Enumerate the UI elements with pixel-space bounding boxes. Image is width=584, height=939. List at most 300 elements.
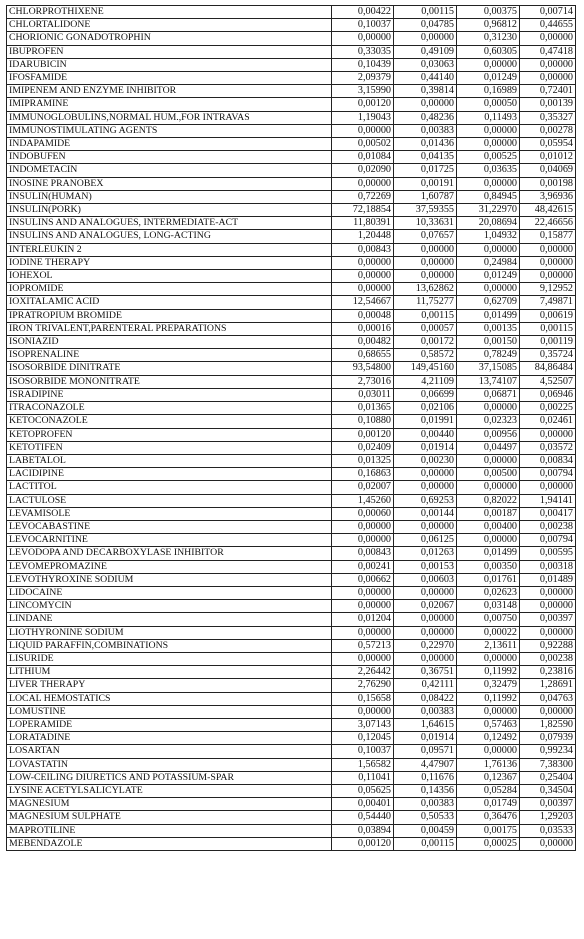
table-row: [7, 494, 576, 507]
value-cell: 0,42111: [394, 679, 457, 692]
table-row: [7, 811, 576, 824]
drug-name-cell: IRON TRIVALENT,PARENTERAL PREPARATIONS: [7, 322, 332, 335]
value-cell: 0,03063: [394, 58, 457, 71]
value-cell: 0,00000: [520, 58, 576, 71]
value-cell: 0,00187: [457, 507, 520, 520]
value-cell: 0,00000: [520, 705, 576, 718]
value-cell: 37,15085: [457, 362, 520, 375]
drug-name-cell: ISONIAZID: [7, 336, 332, 349]
value-cell: 0,01914: [394, 732, 457, 745]
drug-consumption-table: [6, 5, 576, 851]
value-cell: 0,23816: [520, 666, 576, 679]
table-row: [7, 547, 576, 560]
drug-name-cell: LOMUSTINE: [7, 705, 332, 718]
value-cell: 0,00000: [457, 58, 520, 71]
value-cell: 0,72401: [520, 85, 576, 98]
value-cell: 0,24984: [457, 256, 520, 269]
table-row: [7, 217, 576, 230]
table-row: [7, 626, 576, 639]
drug-name-cell: LOPERAMIDE: [7, 718, 332, 731]
drug-name-cell: MAGNESIUM: [7, 798, 332, 811]
drug-name-cell: INSULIN(HUMAN): [7, 190, 332, 203]
value-cell: 0,02409: [332, 441, 394, 454]
value-cell: 0,16863: [332, 468, 394, 481]
value-cell: 0,00525: [457, 151, 520, 164]
value-cell: 0,00000: [394, 613, 457, 626]
table-row: [7, 428, 576, 441]
value-cell: 0,10037: [332, 745, 394, 758]
value-cell: 0,00843: [332, 243, 394, 256]
value-cell: 0,06946: [520, 388, 576, 401]
value-cell: 0,00139: [520, 98, 576, 111]
value-cell: 0,00115: [394, 6, 457, 19]
value-cell: 9,12952: [520, 283, 576, 296]
drug-name-cell: LACTULOSE: [7, 494, 332, 507]
value-cell: 0,10439: [332, 58, 394, 71]
drug-name-cell: LEVODOPA AND DECARBOXYLASE INHIBITOR: [7, 547, 332, 560]
value-cell: 0,14356: [394, 784, 457, 797]
value-cell: 0,78249: [457, 349, 520, 362]
drug-name-cell: LINCOMYCIN: [7, 600, 332, 613]
value-cell: 0,00000: [332, 534, 394, 547]
value-cell: 0,00000: [332, 626, 394, 639]
value-cell: 0,01914: [394, 441, 457, 454]
value-cell: 0,00000: [332, 124, 394, 137]
value-cell: 0,69253: [394, 494, 457, 507]
table-row: [7, 507, 576, 520]
value-cell: 0,07939: [520, 732, 576, 745]
drug-name-cell: LEVOMEPROMAZINE: [7, 560, 332, 573]
value-cell: 0,00714: [520, 6, 576, 19]
table-row: [7, 692, 576, 705]
value-cell: 13,74107: [457, 375, 520, 388]
value-cell: 12,54667: [332, 296, 394, 309]
drug-name-cell: INDAPAMIDE: [7, 138, 332, 151]
value-cell: 0,31230: [457, 32, 520, 45]
table-row: [7, 45, 576, 58]
table-row: [7, 19, 576, 32]
table-row: [7, 798, 576, 811]
value-cell: 84,86484: [520, 362, 576, 375]
value-cell: 0,58572: [394, 349, 457, 362]
value-cell: 0,00401: [332, 798, 394, 811]
table-row: [7, 520, 576, 533]
value-cell: 0,00000: [457, 454, 520, 467]
table-row: [7, 177, 576, 190]
value-cell: 0,00000: [520, 243, 576, 256]
value-cell: 0,04135: [394, 151, 457, 164]
value-cell: 1,04932: [457, 230, 520, 243]
table-row: [7, 560, 576, 573]
value-cell: 0,00241: [332, 560, 394, 573]
value-cell: 0,00000: [520, 586, 576, 599]
table-row: [7, 204, 576, 217]
table-row: [7, 758, 576, 771]
value-cell: 0,44655: [520, 19, 576, 32]
value-cell: 0,00000: [332, 705, 394, 718]
value-cell: 0,06871: [457, 388, 520, 401]
value-cell: 0,11493: [457, 111, 520, 124]
drug-name-cell: IMMUNOGLOBULINS,NORMAL HUM.,FOR INTRAVAS: [7, 111, 332, 124]
value-cell: 3,07143: [332, 718, 394, 731]
drug-name-cell: ITRACONAZOLE: [7, 402, 332, 415]
value-cell: 0,05625: [332, 784, 394, 797]
value-cell: 1,20448: [332, 230, 394, 243]
drug-name-cell: LEVOCARNITINE: [7, 534, 332, 547]
table-row: [7, 468, 576, 481]
value-cell: 0,00500: [457, 468, 520, 481]
table-row: [7, 349, 576, 362]
value-cell: 0,01749: [457, 798, 520, 811]
value-cell: 0,00459: [394, 824, 457, 837]
value-cell: 0,09571: [394, 745, 457, 758]
value-cell: 0,15877: [520, 230, 576, 243]
value-cell: 7,49871: [520, 296, 576, 309]
value-cell: 0,00000: [520, 837, 576, 850]
value-cell: 0,72269: [332, 190, 394, 203]
table-row: [7, 679, 576, 692]
value-cell: 0,01365: [332, 402, 394, 415]
drug-name-cell: IOXITALAMIC ACID: [7, 296, 332, 309]
value-cell: 0,12492: [457, 732, 520, 745]
value-cell: 0,02623: [457, 586, 520, 599]
value-cell: 0,01499: [457, 547, 520, 560]
value-cell: 0,00025: [457, 837, 520, 850]
value-cell: 0,00794: [520, 534, 576, 547]
table-row: [7, 652, 576, 665]
value-cell: 0,00502: [332, 138, 394, 151]
value-cell: 0,00000: [332, 256, 394, 269]
value-cell: 0,16989: [457, 85, 520, 98]
drug-name-cell: INSULINS AND ANALOGUES, INTERMEDIATE-ACT: [7, 217, 332, 230]
value-cell: 0,00000: [332, 32, 394, 45]
drug-name-cell: KETOTIFEN: [7, 441, 332, 454]
table-row: [7, 732, 576, 745]
value-cell: 3,96936: [520, 190, 576, 203]
value-cell: 0,00350: [457, 560, 520, 573]
value-cell: 0,34504: [520, 784, 576, 797]
value-cell: 0,03894: [332, 824, 394, 837]
drug-name-cell: IODINE THERAPY: [7, 256, 332, 269]
value-cell: 72,18854: [332, 204, 394, 217]
value-cell: 0,00482: [332, 336, 394, 349]
value-cell: 0,00000: [457, 745, 520, 758]
value-cell: 0,00000: [520, 72, 576, 85]
value-cell: 0,00000: [332, 283, 394, 296]
drug-name-cell: LITHIUM: [7, 666, 332, 679]
value-cell: 0,01204: [332, 613, 394, 626]
value-cell: 0,00135: [457, 322, 520, 335]
value-cell: 0,00115: [520, 322, 576, 335]
drug-name-cell: LINDANE: [7, 613, 332, 626]
value-cell: 0,00000: [332, 586, 394, 599]
value-cell: 0,00000: [457, 534, 520, 547]
table-row: [7, 151, 576, 164]
value-cell: 0,60305: [457, 45, 520, 58]
value-cell: 0,22970: [394, 639, 457, 652]
value-cell: 0,00000: [520, 428, 576, 441]
value-cell: 0,11041: [332, 771, 394, 784]
value-cell: 0,00595: [520, 547, 576, 560]
drug-name-cell: IDARUBICIN: [7, 58, 332, 71]
value-cell: 1,60787: [394, 190, 457, 203]
value-cell: 0,99234: [520, 745, 576, 758]
value-cell: 0,36476: [457, 811, 520, 824]
drug-name-cell: INSULIN(PORK): [7, 204, 332, 217]
value-cell: 0,00000: [394, 270, 457, 283]
drug-name-cell: LOSARTAN: [7, 745, 332, 758]
drug-name-cell: ISRADIPINE: [7, 388, 332, 401]
table-row: [7, 705, 576, 718]
value-cell: 0,00750: [457, 613, 520, 626]
value-cell: 0,00225: [520, 402, 576, 415]
table-row: [7, 824, 576, 837]
value-cell: 0,00060: [332, 507, 394, 520]
value-cell: 1,28691: [520, 679, 576, 692]
value-cell: 0,03148: [457, 600, 520, 613]
drug-name-cell: INSULINS AND ANALOGUES, LONG-ACTING: [7, 230, 332, 243]
value-cell: 0,62709: [457, 296, 520, 309]
table-row: [7, 85, 576, 98]
value-cell: 0,57463: [457, 718, 520, 731]
value-cell: 0,00000: [332, 177, 394, 190]
value-cell: 0,00278: [520, 124, 576, 137]
table-row: [7, 72, 576, 85]
value-cell: 0,01499: [457, 309, 520, 322]
value-cell: 0,00238: [520, 520, 576, 533]
value-cell: 0,57213: [332, 639, 394, 652]
table-row: [7, 534, 576, 547]
value-cell: 0,00000: [457, 243, 520, 256]
value-cell: 93,54800: [332, 362, 394, 375]
value-cell: 0,00000: [394, 652, 457, 665]
value-cell: 7,38300: [520, 758, 576, 771]
value-cell: 2,73016: [332, 375, 394, 388]
drug-name-cell: MAPROTILINE: [7, 824, 332, 837]
value-cell: 0,49109: [394, 45, 457, 58]
value-cell: 0,02067: [394, 600, 457, 613]
value-cell: 0,00417: [520, 507, 576, 520]
value-cell: 0,00000: [394, 468, 457, 481]
value-cell: 0,00000: [457, 177, 520, 190]
value-cell: 0,05284: [457, 784, 520, 797]
value-cell: 0,00000: [457, 652, 520, 665]
table-row: [7, 784, 576, 797]
table-row: [7, 243, 576, 256]
value-cell: 0,00383: [394, 705, 457, 718]
value-cell: 0,01263: [394, 547, 457, 560]
value-cell: 0,00619: [520, 309, 576, 322]
value-cell: 0,00383: [394, 798, 457, 811]
value-cell: 0,00956: [457, 428, 520, 441]
value-cell: 2,76290: [332, 679, 394, 692]
value-cell: 0,05954: [520, 138, 576, 151]
value-cell: 0,00120: [332, 837, 394, 850]
value-cell: 0,00050: [457, 98, 520, 111]
value-cell: 0,11676: [394, 771, 457, 784]
value-cell: 0,01249: [457, 72, 520, 85]
value-cell: 0,11992: [457, 666, 520, 679]
drug-name-cell: LACIDIPINE: [7, 468, 332, 481]
value-cell: 0,00000: [394, 98, 457, 111]
value-cell: 48,42615: [520, 204, 576, 217]
value-cell: 0,07657: [394, 230, 457, 243]
drug-name-cell: LOW-CEILING DIURETICS AND POTASSIUM-SPAR: [7, 771, 332, 784]
value-cell: 0,00440: [394, 428, 457, 441]
value-cell: 0,00843: [332, 547, 394, 560]
value-cell: 11,80391: [332, 217, 394, 230]
value-cell: 0,00834: [520, 454, 576, 467]
value-cell: 0,00000: [394, 481, 457, 494]
table-row: [7, 718, 576, 731]
table-row: [7, 322, 576, 335]
value-cell: 31,22970: [457, 204, 520, 217]
drug-name-cell: LIOTHYRONINE SODIUM: [7, 626, 332, 639]
value-cell: 0,02461: [520, 415, 576, 428]
value-cell: 0,32479: [457, 679, 520, 692]
table-row: [7, 270, 576, 283]
value-cell: 0,68655: [332, 349, 394, 362]
value-cell: 0,36751: [394, 666, 457, 679]
value-cell: 0,01991: [394, 415, 457, 428]
table-row: [7, 639, 576, 652]
value-cell: 0,03572: [520, 441, 576, 454]
drug-name-cell: LEVOCABASTINE: [7, 520, 332, 533]
value-cell: 0,00000: [520, 626, 576, 639]
table-body: [7, 6, 576, 851]
drug-name-cell: LORATADINE: [7, 732, 332, 745]
value-cell: 0,84945: [457, 190, 520, 203]
value-cell: 0,10880: [332, 415, 394, 428]
drug-name-cell: LYSINE ACETYLSALICYLATE: [7, 784, 332, 797]
value-cell: 0,00191: [394, 177, 457, 190]
value-cell: 1,64615: [394, 718, 457, 731]
value-cell: 0,00000: [394, 243, 457, 256]
value-cell: 0,00000: [457, 283, 520, 296]
drug-name-cell: LACTITOL: [7, 481, 332, 494]
value-cell: 0,00000: [394, 586, 457, 599]
value-cell: 0,03533: [520, 824, 576, 837]
drug-name-cell: CHORIONIC GONADOTROPHIN: [7, 32, 332, 45]
value-cell: 4,47907: [394, 758, 457, 771]
drug-name-cell: INDOBUFEN: [7, 151, 332, 164]
drug-name-cell: INOSINE PRANOBEX: [7, 177, 332, 190]
value-cell: 0,00422: [332, 6, 394, 19]
value-cell: 0,48236: [394, 111, 457, 124]
table-row: [7, 388, 576, 401]
drug-name-cell: IOHEXOL: [7, 270, 332, 283]
table-row: [7, 32, 576, 45]
table-row: [7, 745, 576, 758]
value-cell: 0,01249: [457, 270, 520, 283]
value-cell: 0,00175: [457, 824, 520, 837]
value-cell: 0,00000: [457, 402, 520, 415]
value-cell: 0,00120: [332, 98, 394, 111]
drug-name-cell: LIQUID PARAFFIN,COMBINATIONS: [7, 639, 332, 652]
drug-name-cell: MEBENDAZOLE: [7, 837, 332, 850]
drug-name-cell: LABETALOL: [7, 454, 332, 467]
value-cell: 0,00400: [457, 520, 520, 533]
value-cell: 0,00000: [520, 270, 576, 283]
value-cell: 0,00794: [520, 468, 576, 481]
drug-name-cell: IMMUNOSTIMULATING AGENTS: [7, 124, 332, 137]
table-row: [7, 454, 576, 467]
value-cell: 0,54440: [332, 811, 394, 824]
value-cell: 0,00115: [394, 837, 457, 850]
value-cell: 0,00000: [332, 520, 394, 533]
value-cell: 0,00000: [332, 270, 394, 283]
value-cell: 0,01761: [457, 573, 520, 586]
table-row: [7, 124, 576, 137]
value-cell: 0,11992: [457, 692, 520, 705]
value-cell: 1,29203: [520, 811, 576, 824]
value-cell: 0,00662: [332, 573, 394, 586]
table-row: [7, 309, 576, 322]
value-cell: 1,76136: [457, 758, 520, 771]
drug-name-cell: INTERLEUKIN 2: [7, 243, 332, 256]
value-cell: 0,00375: [457, 6, 520, 19]
value-cell: 0,00397: [520, 798, 576, 811]
table-row: [7, 837, 576, 850]
value-cell: 0,00000: [394, 626, 457, 639]
value-cell: 0,04069: [520, 164, 576, 177]
value-cell: 0,00000: [520, 32, 576, 45]
value-cell: 13,62862: [394, 283, 457, 296]
value-cell: 11,75277: [394, 296, 457, 309]
value-cell: 0,00119: [520, 336, 576, 349]
table-row: [7, 6, 576, 19]
drug-name-cell: IFOSFAMIDE: [7, 72, 332, 85]
table-row: [7, 164, 576, 177]
value-cell: 0,92288: [520, 639, 576, 652]
value-cell: 0,08422: [394, 692, 457, 705]
value-cell: 0,12367: [457, 771, 520, 784]
value-cell: 2,26442: [332, 666, 394, 679]
value-cell: 1,94141: [520, 494, 576, 507]
table-row: [7, 481, 576, 494]
value-cell: 0,82022: [457, 494, 520, 507]
drug-name-cell: LEVOTHYROXINE SODIUM: [7, 573, 332, 586]
value-cell: 0,00000: [457, 124, 520, 137]
value-cell: 0,10037: [332, 19, 394, 32]
value-cell: 0,00383: [394, 124, 457, 137]
value-cell: 0,47418: [520, 45, 576, 58]
table-row: [7, 402, 576, 415]
value-cell: 1,45260: [332, 494, 394, 507]
value-cell: 0,00120: [332, 428, 394, 441]
value-cell: 0,02007: [332, 481, 394, 494]
value-cell: 0,00000: [394, 520, 457, 533]
drug-name-cell: LIDOCAINE: [7, 586, 332, 599]
value-cell: 0,01489: [520, 573, 576, 586]
value-cell: 0,00230: [394, 454, 457, 467]
value-cell: 0,00115: [394, 309, 457, 322]
value-cell: 0,35724: [520, 349, 576, 362]
value-cell: 0,03011: [332, 388, 394, 401]
value-cell: 0,06699: [394, 388, 457, 401]
value-cell: 0,01725: [394, 164, 457, 177]
value-cell: 0,04785: [394, 19, 457, 32]
value-cell: 3,15990: [332, 85, 394, 98]
value-cell: 0,06125: [394, 534, 457, 547]
value-cell: 0,25404: [520, 771, 576, 784]
value-cell: 0,00000: [457, 481, 520, 494]
value-cell: 0,00000: [394, 256, 457, 269]
drug-name-cell: LOCAL HEMOSTATICS: [7, 692, 332, 705]
value-cell: 0,02106: [394, 402, 457, 415]
value-cell: 0,00000: [332, 652, 394, 665]
value-cell: 0,00000: [520, 256, 576, 269]
